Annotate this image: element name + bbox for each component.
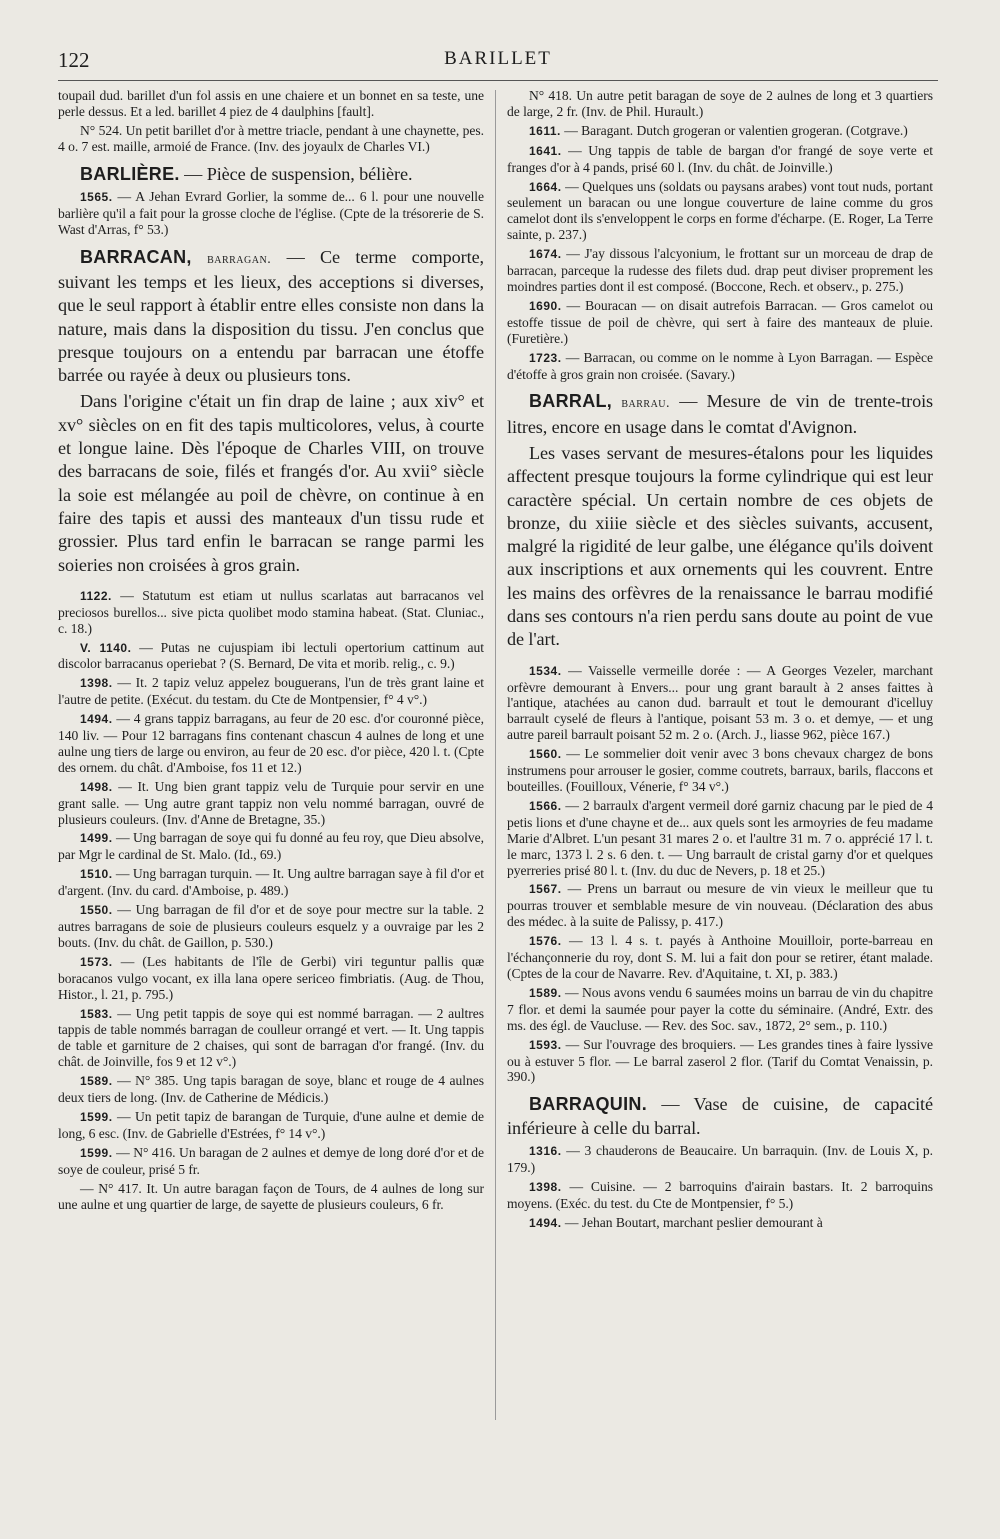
citation: [58, 779, 484, 828]
citation-text: — A Jehan Evrard Gorlier, la somme de... 6 l. pour une nouvelle barlière qu'il a fait pour la grosse cloche de l'église. (Cpte de la trésorerie de S. Wast d'Arras, f° 53.): [58, 188, 484, 237]
citation-date: V. 1140.: [80, 640, 132, 655]
entry-headword: BARRAQUIN.: [529, 1094, 647, 1115]
running-title: BARILLET: [444, 48, 552, 69]
citation-date: 1573.: [80, 954, 113, 969]
citation: [507, 1179, 933, 1212]
citation-date: 1494.: [529, 1215, 562, 1230]
citation-date: 1674.: [529, 247, 562, 262]
citation: [58, 1006, 484, 1071]
citation: [58, 675, 484, 708]
page-number: 122: [58, 48, 90, 72]
citation-date: 1498.: [80, 779, 113, 794]
citation: [507, 881, 933, 930]
citation: [507, 298, 933, 347]
citation-date: 1589.: [529, 985, 562, 1000]
citation-date: 1494.: [80, 712, 113, 727]
citation: [58, 902, 484, 951]
citation-date: 1565.: [80, 189, 113, 204]
citation-date: 1499.: [80, 831, 113, 846]
citation-date: 1550.: [80, 903, 113, 918]
citation-text: — Le sommelier doit venir avec 3 bons chevaux chargez de bons instrumens pour arrouser le gosier, comme coutrets, barraux, barils, flaccons et bouteilles. (Fouilloux, Vénerie, f° 34 v°.): [507, 746, 933, 795]
citation: [58, 1073, 484, 1106]
citation-date: 1664.: [529, 179, 562, 194]
citation-text: — N° 416. Un baragan de 2 aulnes et demye de long doré d'or et de soye de couleur, prisé 5 fr.: [58, 1144, 484, 1177]
citation-text: — Vaisselle vermeille dorée : — A Georges Vezeler, marchant orfèvre demourant à Envers... pour ung grant barault à 2 anses faittes à l'antique, atachées au canon dud. barrault et tout le demourant d'icelluy barrault cyselé de fleurs à l'antique, poisant 53 m. 3 o. et demye, — et ung autre pareil barrault poisant 52 m. 2 o. (Arch. J., liasse 962, pièce 167.): [507, 662, 933, 743]
header-rule: [58, 80, 938, 81]
citation: toupail dud. barillet d'un fol assis en une chaiere et un bonnet en sa teste, une perle dessus. Et a led. barillet 4 piez de 4 daulphins [fault].: [58, 88, 484, 119]
citation: [507, 179, 933, 244]
citation-text: — Putas ne cujuspiam ibi lectuli opertorium cattinum aut discolor barracanus operiebat ? (S. Bernard, De vita et morib. relig., c. 9.): [58, 639, 484, 672]
citation: [507, 1037, 933, 1086]
page-header: [58, 44, 938, 78]
citation-text: — Un petit tapiz de barangan de Turquie, d'une aulne et demie de long, 6 esc. (Inv. de Gabrielle d'Estrées, f° 14 v°.): [58, 1108, 484, 1141]
citation-text: — (Les habitants de l'île de Gerbi) viri teguntur pallis quæ boracanos vulgo vocant, ex illa lana opere sericeo fimbriatis. (Aug. de Thou, Histor., l. 21, p. 795.): [58, 953, 484, 1002]
citation: [58, 189, 484, 238]
citation-text: — It. 2 tapiz veluz appelez bouguerans, l'un de très grant laine et l'autre de petite. (Exécut. du testam. du Cte de Montpensier, f° 4 v°.): [58, 675, 484, 708]
citation: [507, 1143, 933, 1176]
citation-text: — Ung tappis de table de bargan d'or frangé de soye verte et franges d'or à 4 pands, prisé 60 l. (Inv. du chât. de Joinville.): [507, 142, 933, 175]
citation-text: — Cuisine. — 2 barroquins d'airain bastars. It. 2 barroquins moyens. (Exéc. du test. du Cte de Montpensier, f° 5.): [507, 1178, 933, 1211]
right-column: [507, 88, 933, 1508]
citation-date: 1576.: [529, 934, 562, 949]
citation-date: 1122.: [80, 588, 112, 603]
citation-text: — Quelques uns (soldats ou paysans arabes) vont tout nuds, portant seulement un baracan ou une longue couverture de laine comme du gros camelot dont ils s'enveloppent le corps en forme d'écharpe. (E. Roger, La Terre sainte, p. 237.): [507, 178, 933, 243]
entry-barracan: [58, 246, 484, 388]
citation-text: — Jehan Boutart, marchant peslier demourant à: [564, 1214, 823, 1230]
left-column: [58, 88, 484, 1508]
citation-text: — 3 chauderons de Beaucaire. Un barraquin. (Inv. de Louis X, p. 179.): [507, 1142, 933, 1175]
citation-date: 1593.: [529, 1037, 562, 1052]
citation-date: 1589.: [80, 1074, 113, 1089]
citation-text: — N° 385. Ung tapis baragan de soye, blanc et rouge de 4 aulnes deux tiers de long. (Inv. de Catherine de Médicis.): [58, 1073, 484, 1106]
citation: [58, 711, 484, 776]
citation: [507, 143, 933, 176]
citation: [58, 1109, 484, 1142]
citation-date: 1599.: [80, 1145, 113, 1160]
entry-variant: barragan.: [207, 251, 272, 267]
citation: [507, 933, 933, 982]
citation-date: 1316.: [529, 1143, 562, 1158]
citation-date: 1567.: [529, 882, 562, 897]
entry-barliere: [58, 163, 484, 186]
citation-date: 1560.: [529, 747, 562, 762]
citation: [58, 640, 484, 673]
citation-date: 1398.: [80, 676, 113, 691]
entry-paragraph: Les vases servant de mesures-étalons pour les liquides affectent presque toujours la forme cylindrique qui est leur caractère spécial. Un certain nombre de ces objets de bronze, du xiiie siècle et des siècles suivants, accusent, malgré la rigidité de leur galbe, une élégance qu'ils doivent aux inscriptions et aux ornements qui les couvrent. Entre les mains des orfèvres de la renaissance le barrau modifié dans ses contours n'a rien perdu sans doute au point de vue de l'art.: [507, 443, 933, 650]
citation: [58, 588, 484, 637]
citation: [58, 830, 484, 863]
citation-text: — Baragant. Dutch grogeran or valentien grogeran. (Cotgrave.): [564, 122, 908, 138]
citation-date: 1566.: [529, 798, 562, 813]
entry-headword: BARRAL,: [529, 391, 613, 412]
citation-date: 1641.: [529, 143, 562, 158]
entry-barral: [507, 390, 933, 439]
citation-date: 1690.: [529, 298, 562, 313]
citation: [507, 246, 933, 295]
citation-text: — 13 l. 4 s. t. payés à Anthoine Mouilloir, porte-barreau en l'échançonnerie du roy, dont S. M. lui a fait don pour se retirer, étant malade. (Cptes de la cour de Navarre. Rev. d'Aquitaine, t. XI, p. 383.): [507, 933, 933, 981]
citation-date: 1611.: [529, 123, 561, 138]
citation-text: — Ung barragan turquin. — It. Ung aultre barragan saye à fil d'or et d'argent. (Inv. du card. d'Amboise, p. 489.): [58, 866, 484, 899]
entry-definition: — Mesure de vin de trente-trois litres, encore en usage dans le comtat d'Avignon.: [507, 391, 933, 437]
citation-text: — Ung barragan de fil d'or et de soye pour mectre sur la table. 2 autres barragans de soie de plusieurs couleurs esquelz y a ouvraige par les 2 bouts. (Inv. du chât. de Gaillon, p. 530.): [58, 902, 484, 950]
column-divider: [495, 90, 496, 1420]
citation: — N° 417. It. Un autre baragan façon de Tours, de 4 aulnes de long sur une aulne et ung quartier de large, de sayette de plusieurs couleurs, 6 fr.: [58, 1180, 484, 1212]
entry-barraquin: [507, 1093, 933, 1140]
citation-text: — Prens un barraut ou mesure de vin vieux le meilleur que tu pourras trouver et semblable mesure de vin nouveau. (Déclaration des abus des médec. à la suite de Palissy, p. 417.): [507, 881, 933, 930]
citation: N° 524. Un petit barillet d'or à mettre triacle, pendant à une chaynette, pes. 4 o. 7 est. maille, armoié de France. (Inv. des joyaulx de Charles VI.): [58, 122, 484, 154]
citation: [58, 1145, 484, 1178]
citation: [507, 123, 933, 140]
citation: N° 418. Un autre petit baragan de soye de 2 aulnes de long et 3 quartiers de large, 2 fr. (Inv. de Phil. Hurault.): [507, 88, 933, 119]
citation: [507, 1215, 933, 1232]
citation-date: 1599.: [80, 1109, 113, 1124]
entry-headword: BARRACAN,: [80, 246, 192, 267]
citation-text: — Barracan, ou comme on le nomme à Lyon Barragan. — Espèce d'étoffe à gros grain non croisée. (Savary.): [507, 349, 933, 382]
citation-text: — Statutum est etiam ut nullus scarlatas aut barracanos vel preciosos burellos... sive picta quolibet modo stamina habeat. (Stat. Cluniac., c. 18.): [58, 587, 484, 636]
citation-date: 1510.: [80, 867, 113, 882]
citation: [58, 866, 484, 899]
entry-definition: — Pièce de suspension, bélière.: [184, 163, 413, 184]
citation: [507, 985, 933, 1034]
citation-text: — Ung petit tappis de soye qui est nommé barragan. — 2 aultres tappis de table nommés barragan de coulleur orrangé et vert. — It. Ung tappis de table et garniture de 2 chaises, qui sont de barragan d'or frangé. (Inv. du chât. de Joinville, fos 9 et 12 v°.): [58, 1005, 484, 1070]
entry-variant: barrau.: [621, 396, 671, 412]
citation: [507, 746, 933, 795]
citation-text: — Nous avons vendu 6 saumées moins un barrau de vin du chapitre 7 flor. et demi la saumée pour payer la cotte du séminaire. (André, Extr. des ms. des égl. de Vaucluse. — Rev. des Soc. sav., 1872, 2° sem., p. 110.): [507, 984, 933, 1033]
citation: [58, 954, 484, 1003]
citation-text: — 2 barraulx d'argent vermeil doré garniz chacung par le pied de 4 petis lions et d'une chayne et de... aux quels sont les armoyries de feu madame Marie d'Albret. L'un pesant 31 mares 2 o. et l'aultre 31 m. 7 o. apprécié 17 l. t. le marc, 1373 l. 2 s. 6 den. t. — Ung barrault de cristal garny d'or et quelques pyerreries prisé 80 l. t. (Inv. du duc de Nevers, p. 18 et 25.): [507, 797, 933, 878]
entry-definition: — Ce terme comporte, suivant les temps et les lieux, des acceptions si diverses, que le seul rapport à établir entre elles consiste non dans la nature, mais dans la disposition du tissu. J'en conclus que presque toujours on a entendu par barracan une étoffe barrée ou rayée à deux ou plusieurs tons.: [58, 246, 484, 386]
entry-definition: — Vase de cuisine, de capacité inférieure à celle du barral.: [507, 1094, 933, 1138]
citation-text: — Bouracan — on disait autrefois Barracan. — Gros camelot ou estoffe tissue de poil de chèvre, qui sert à faire des manteaux de pluie. (Furetière.): [507, 297, 933, 346]
entry-paragraph: Dans l'origine c'était un fin drap de laine ; aux xiv° et xv° siècles on en fit des tapis multicolores, velus, à courte et longue laine. Dès l'époque de Charles VIII, on trouve des barracans de soie, filés et frangés d'or. Au xvii° siècle la soie est mélangée au poil de chèvre, on continue à en faire des tapis et aussi des manteaux d'un tissu rude et grossier. Plus tard enfin le barracan se range parmi les soieries non croisées à gros grain.: [58, 391, 484, 575]
citation: [507, 350, 933, 383]
entry-headword: BARLIÈRE.: [80, 163, 180, 184]
citation-text: — J'ay dissous l'alcyonium, le frottant sur un morceau de drap de barracan, parceque la rudesse des filets dud. drap peut diviser proprement les moindres parties dont il est composé. (Boccone, Rech. et observ., p. 275.): [507, 246, 933, 294]
citation-date: 1583.: [80, 1006, 113, 1021]
citation-text: — Ung barragan de soye qui fu donné au feu roy, que Dieu absolve, par Mgr le cardinal de St. Malo. (Id., 69.): [58, 830, 484, 863]
citation-text: — Sur l'ouvrage des broquiers. — Les grandes tines à faire lyssive ou à estuver 5 flor. — Le barral zaserol 2 flor. (Tarif du Comtat Venaissin, p. 390.): [507, 1036, 933, 1085]
citation: [507, 663, 933, 744]
citation: [507, 798, 933, 879]
citation-text: — It. Ung bien grant tappiz velu de Turquie pour servir en une grant salle. — Ung autre grant tappiz non velu nommé barragan, ouvré de plusieurs couleurs. (Inv. d'Anne de Bretagne, 35.): [58, 778, 484, 827]
citation-date: 1398.: [529, 1179, 562, 1194]
citation-text: — 4 grans tappiz barragans, au feur de 20 esc. d'or couronné pièce, 140 liv. — Pour 12 barragans fins contenant chascun 4 aulnes de long et une aulne ung tiers de large ou environ, au feur de 20 esc. d'or pièce, 420 l. t. (Cpte des ornem. du chât. d'Amboise, fos 11 et 12.): [58, 711, 484, 775]
citation-date: 1534.: [529, 663, 562, 678]
citation-date: 1723.: [529, 350, 562, 365]
